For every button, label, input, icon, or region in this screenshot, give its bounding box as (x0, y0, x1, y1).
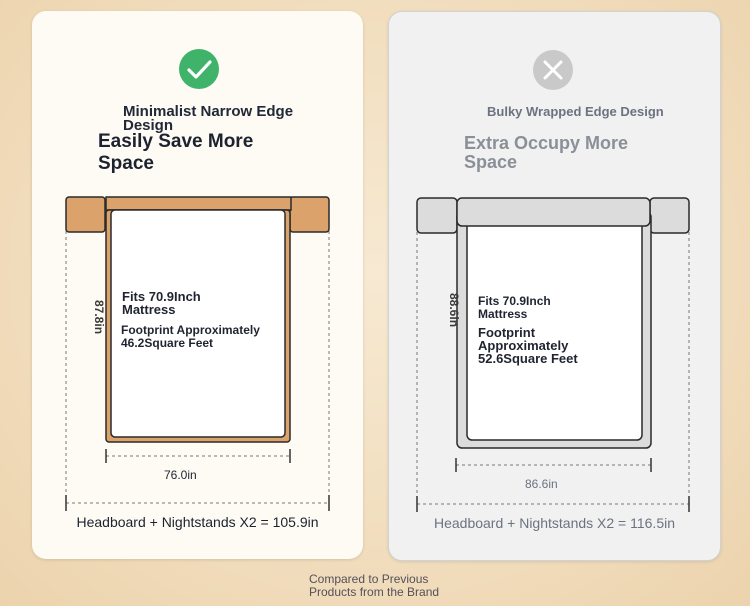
nightstand-right (290, 197, 329, 232)
comparison-card-narrow (32, 11, 363, 559)
nightstand-left (417, 198, 457, 233)
width-dimension: 86.6in (525, 477, 558, 491)
length-dimension: 88.6in (447, 293, 461, 328)
bed-diagram-narrow (32, 11, 363, 559)
footprint-label: Footprint Approximately 46.2Square Feet (121, 323, 260, 350)
comparison-footnote: Compared to Previous Products from the Brand (309, 572, 440, 599)
width-dimension: 76.0in (164, 468, 197, 482)
design-label: Minimalist Narrow Edge Design (123, 103, 294, 134)
length-dimension: 87.8in (92, 300, 106, 335)
mattress-size-label: Fits 70.9Inch Mattress (478, 294, 551, 321)
design-label: Bulky Wrapped Edge Design (487, 104, 664, 119)
headboard (106, 197, 291, 210)
comparison-card-bulky (388, 11, 721, 561)
nightstand-right (650, 198, 689, 233)
drawback-heading: Extra Occupy More Space (464, 133, 629, 172)
headboard (457, 198, 650, 226)
mattress-size-label: Fits 70.9Inch Mattress (122, 289, 201, 317)
benefit-heading: Easily Save More Space (98, 131, 254, 174)
footprint-label: Footprint Approximately 52.6Square Feet (478, 325, 578, 366)
total-width-label: Headboard + Nightstands X2 = 105.9in (76, 514, 319, 530)
nightstand-left (66, 197, 105, 232)
total-width-label: Headboard + Nightstands X2 = 116.5in (433, 515, 676, 531)
